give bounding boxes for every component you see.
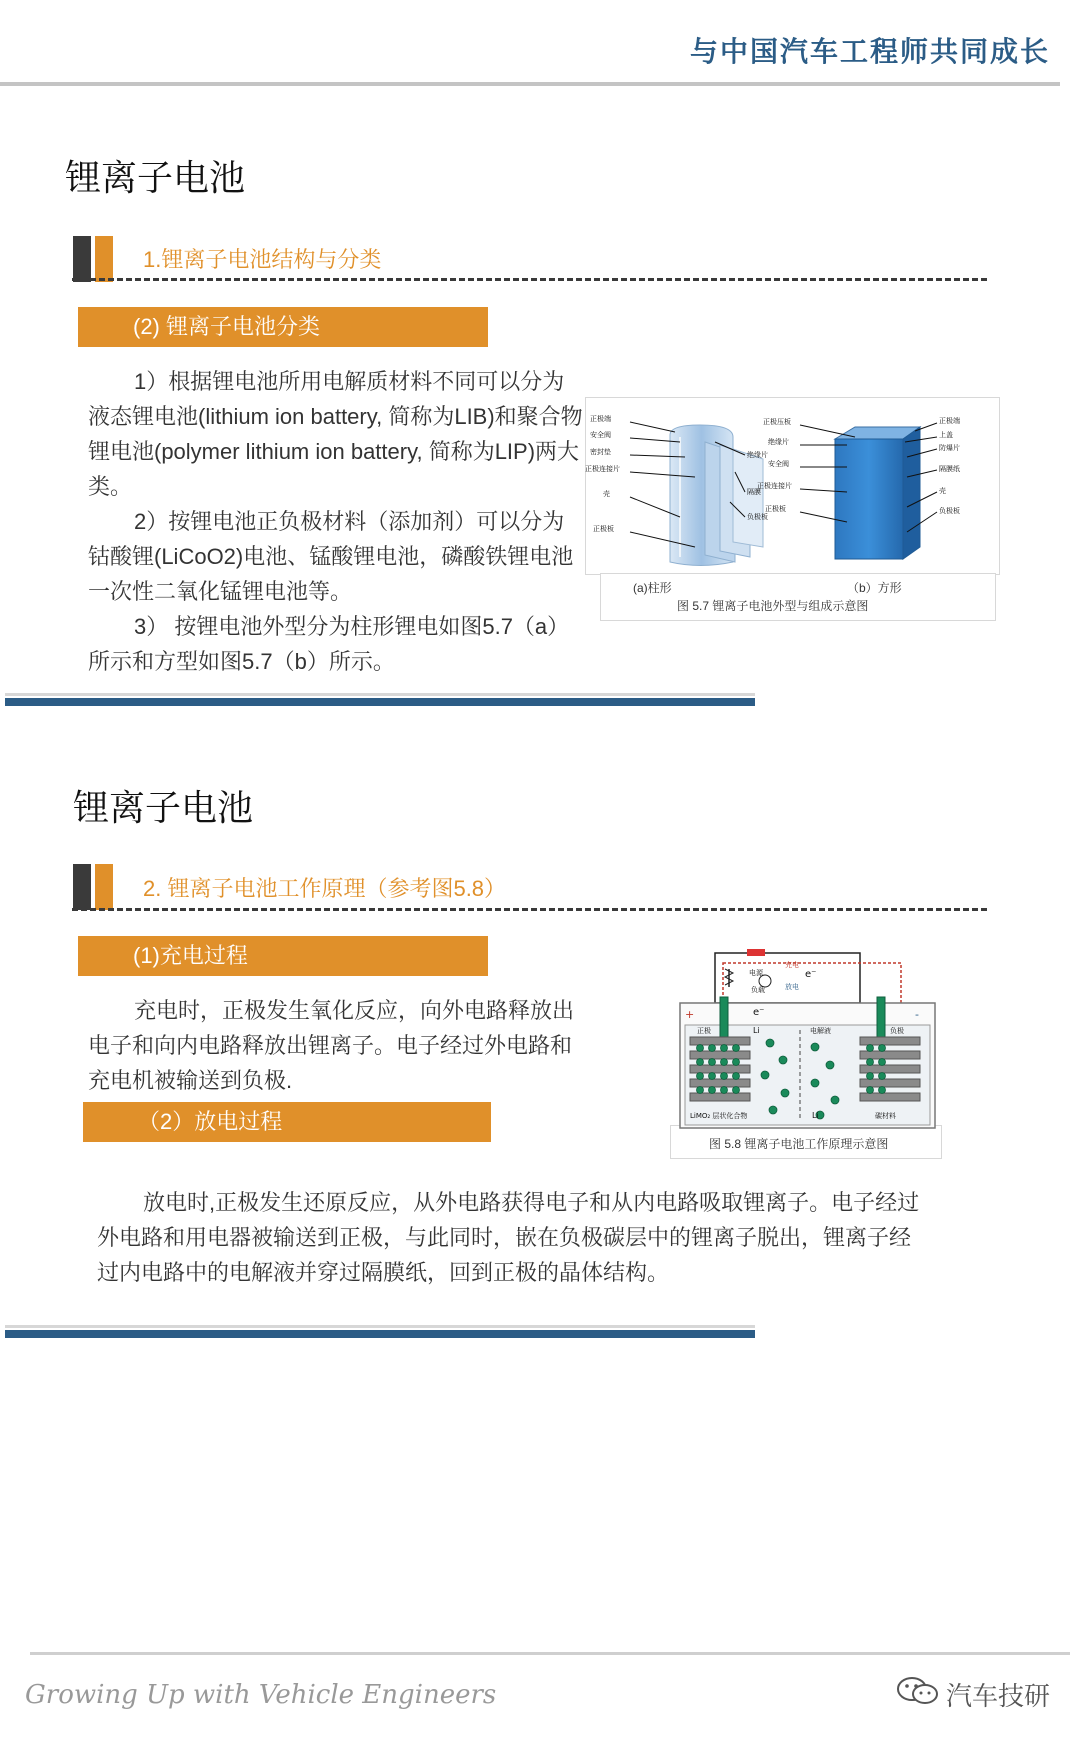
- header-divider: [0, 82, 1060, 86]
- label-electron-1: e⁻: [805, 969, 817, 980]
- label-anode-material: 碳材料: [875, 1112, 896, 1120]
- label-insulator-b: 绝缘片: [768, 438, 789, 446]
- watermark-text: 汽车技研: [945, 1681, 1050, 1711]
- label-positive-plate: 正极板: [593, 525, 614, 533]
- label-positive-terminal: 正极端: [590, 415, 611, 423]
- label-load: 负载: [751, 986, 765, 994]
- slide1-paragraph-1: 1）根据锂电池所用电解质材料不同可以分为液态锂电池(lithium ion battery, 简称为LIB)和聚合物锂电池(polymer lithium ion battery, 简称为LIP)两大类。: [88, 369, 583, 499]
- slide2-sub1-heading: (1)充电过程: [78, 936, 488, 976]
- label-charge: 充电: [785, 961, 799, 969]
- label-cathode-material: LiMO₂ 层状化合物: [690, 1112, 748, 1120]
- label-plus: +: [685, 1008, 695, 1021]
- label-discharge: 放电: [785, 983, 799, 991]
- slide2-sub2-heading: （2）放电过程: [83, 1102, 491, 1142]
- wechat-icon: [896, 1676, 940, 1713]
- label-negative-plate-b: 负极板: [939, 507, 960, 515]
- label-anode: 负极: [890, 1027, 904, 1035]
- footer-slogan: Growing Up with Vehicle Engineers: [25, 1680, 497, 1710]
- label-positive-tab: 正极连接片: [585, 465, 620, 473]
- slide1-paragraph-2: 2）按锂电池正负极材料（添加剂）可以分为钴酸锂(LiCoO2)电池、锰酸锂电池，磷酸铁锂电池一次性二氧化锰锂电池等。: [88, 509, 574, 604]
- label-separator: 隔膜: [747, 488, 761, 496]
- discharging-paragraph: 放电时,正极发生还原反应，从外电路获得电子和从内电路吸取锂离子。电子经过外电路和用电器被输送到正极，与此同时，嵌在负极碳层中的锂离子脱出，锂离子经过内电路中的电解液并穿过隔膜纸，回到正极的晶体结构。: [97, 1190, 920, 1285]
- label-charger: 电源: [749, 969, 763, 977]
- section-divider: [72, 908, 987, 911]
- label-negative-plate: 负极板: [747, 513, 768, 521]
- label-separator-paper: 隔膜纸: [939, 465, 960, 473]
- footer-divider: [30, 1652, 1070, 1655]
- label-case-b: 壳: [939, 487, 946, 495]
- label-li-top: Li: [753, 1026, 760, 1035]
- header-slogan: 与中国汽车工程师共同成长: [689, 35, 1050, 68]
- section-marker-icon: [73, 236, 115, 282]
- label-safety-valve: 安全阀: [590, 431, 611, 439]
- charging-paragraph: 充电时，正极发生氧化反应，向外电路释放出电子和向内电路释放出锂离子。电子经过外电路和充电机被输送到负极.: [88, 998, 575, 1093]
- slide1-title: 锂离子电池: [65, 157, 246, 198]
- label-positive-plate-b: 正极板: [765, 505, 786, 513]
- label-electrolyte: 电解液: [810, 1027, 831, 1035]
- slide2-sub2-body: [97, 1185, 932, 1290]
- label-minus: -: [915, 1008, 919, 1021]
- label-positive-terminal-b: 正极端: [939, 417, 960, 425]
- label-positive-tab-b: 正极连接片: [757, 482, 792, 490]
- figure-5-7-label-b: （b）方形: [847, 581, 902, 595]
- slide1-bottom-divider: [5, 693, 755, 706]
- slide1-subheading: (2) 锂离子电池分类: [78, 307, 488, 347]
- section-marker-icon: [73, 864, 115, 910]
- slide1-section-heading: 1.锂离子电池结构与分类: [143, 247, 382, 272]
- slide2-section-heading: 2. 锂离子电池工作原理（参考图5.8）: [143, 876, 507, 901]
- slide2-bottom-divider: [5, 1325, 755, 1338]
- label-li-bottom: Li: [812, 1111, 819, 1120]
- label-safety-valve-b: 安全阀: [768, 460, 789, 468]
- wechat-watermark: [896, 1676, 1050, 1713]
- label-cathode: 正极: [697, 1027, 711, 1035]
- label-electron-2: e⁻: [753, 1007, 765, 1018]
- label-case: 壳: [603, 490, 610, 498]
- label-insulator: 绝缘片: [747, 451, 768, 459]
- slide2-sub1-body: [88, 993, 578, 1098]
- figure-5-7: [585, 397, 1000, 627]
- slide1-paragraph-3: 3） 按锂电池外型分为柱形锂电如图5.7（a）所示和方型如图5.7（b）所示。: [88, 614, 570, 674]
- label-top-cover: 上盖: [939, 431, 953, 439]
- figure-5-7-caption: 图 5.7 锂离子电池外型与组成示意图: [677, 599, 869, 613]
- section-divider: [72, 278, 987, 281]
- figure-5-8-caption: 图 5.8 锂离子电池工作原理示意图: [709, 1137, 889, 1151]
- slide1-body: [88, 364, 586, 679]
- label-positive-pressplate: 正极压板: [763, 418, 791, 426]
- figure-5-8: [665, 935, 950, 1175]
- label-gasket: 密封垫: [590, 448, 611, 456]
- figure-5-7-label-a: (a)柱形: [633, 581, 672, 595]
- label-burst-disc: 防爆片: [939, 444, 960, 452]
- working-principle-illustration: [665, 935, 950, 1130]
- slide2-title: 锂离子电池: [73, 787, 254, 828]
